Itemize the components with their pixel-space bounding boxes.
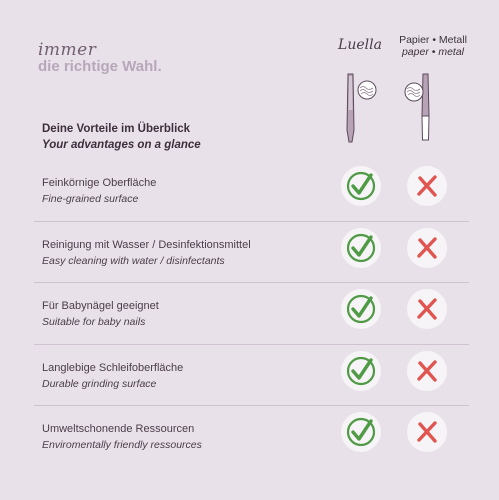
row-label-en: Durable grinding surface — [42, 377, 157, 390]
row-label — [42, 177, 156, 205]
check-icon — [341, 412, 381, 452]
comparison-row — [0, 160, 499, 222]
row-label-de: Für Babynägel geeignet — [42, 300, 159, 312]
brand-script-text: immer — [38, 40, 97, 60]
row-label — [42, 423, 202, 451]
column-header-en: paper • metal — [401, 46, 465, 58]
column-header-de: Papier • Metall — [399, 34, 467, 46]
comparison-row — [0, 345, 499, 407]
check-icon — [341, 166, 381, 206]
tagline: die richtige Wahl. — [38, 58, 162, 75]
comparison-row — [0, 283, 499, 345]
comparison-table — [0, 160, 499, 468]
row-label-de: Umweltschonende Ressourcen — [42, 423, 195, 435]
row-label-en: Fine-grained surface — [42, 193, 139, 205]
check-icon — [341, 289, 381, 329]
row-label-en: Suitable for baby nails — [42, 316, 146, 328]
row-label — [42, 362, 183, 390]
intro-heading-en: Your advantages on a glance — [42, 139, 201, 151]
cross-icon — [407, 351, 447, 391]
glass-nail-file-icon — [340, 70, 380, 148]
row-label-en: Enviromentally friendly ressources — [42, 439, 202, 451]
intro-heading-de: Deine Vorteile im Überblick — [42, 123, 191, 135]
cross-icon — [407, 166, 447, 206]
column-header-paper-metal — [393, 34, 473, 58]
row-label-de: Feinkörnige Oberfläche — [42, 177, 157, 189]
check-icon — [341, 228, 381, 268]
comparison-row — [0, 222, 499, 284]
check-icon — [341, 351, 381, 391]
row-label-de: Langlebige Schleifoberfläche — [42, 361, 184, 374]
intro-heading — [42, 123, 201, 151]
row-label — [42, 300, 159, 328]
luella-logo: Luella — [338, 37, 382, 53]
paper-nail-file-icon — [400, 70, 440, 148]
cross-icon — [407, 412, 447, 452]
row-label-en: Easy cleaning with water / disinfectants — [42, 254, 225, 267]
cross-icon — [407, 228, 447, 268]
comparison-row — [0, 406, 499, 468]
row-label — [42, 239, 251, 267]
cross-icon — [407, 289, 447, 329]
row-label-de: Reinigung mit Wasser / Desinfektionsmittel — [42, 238, 251, 251]
